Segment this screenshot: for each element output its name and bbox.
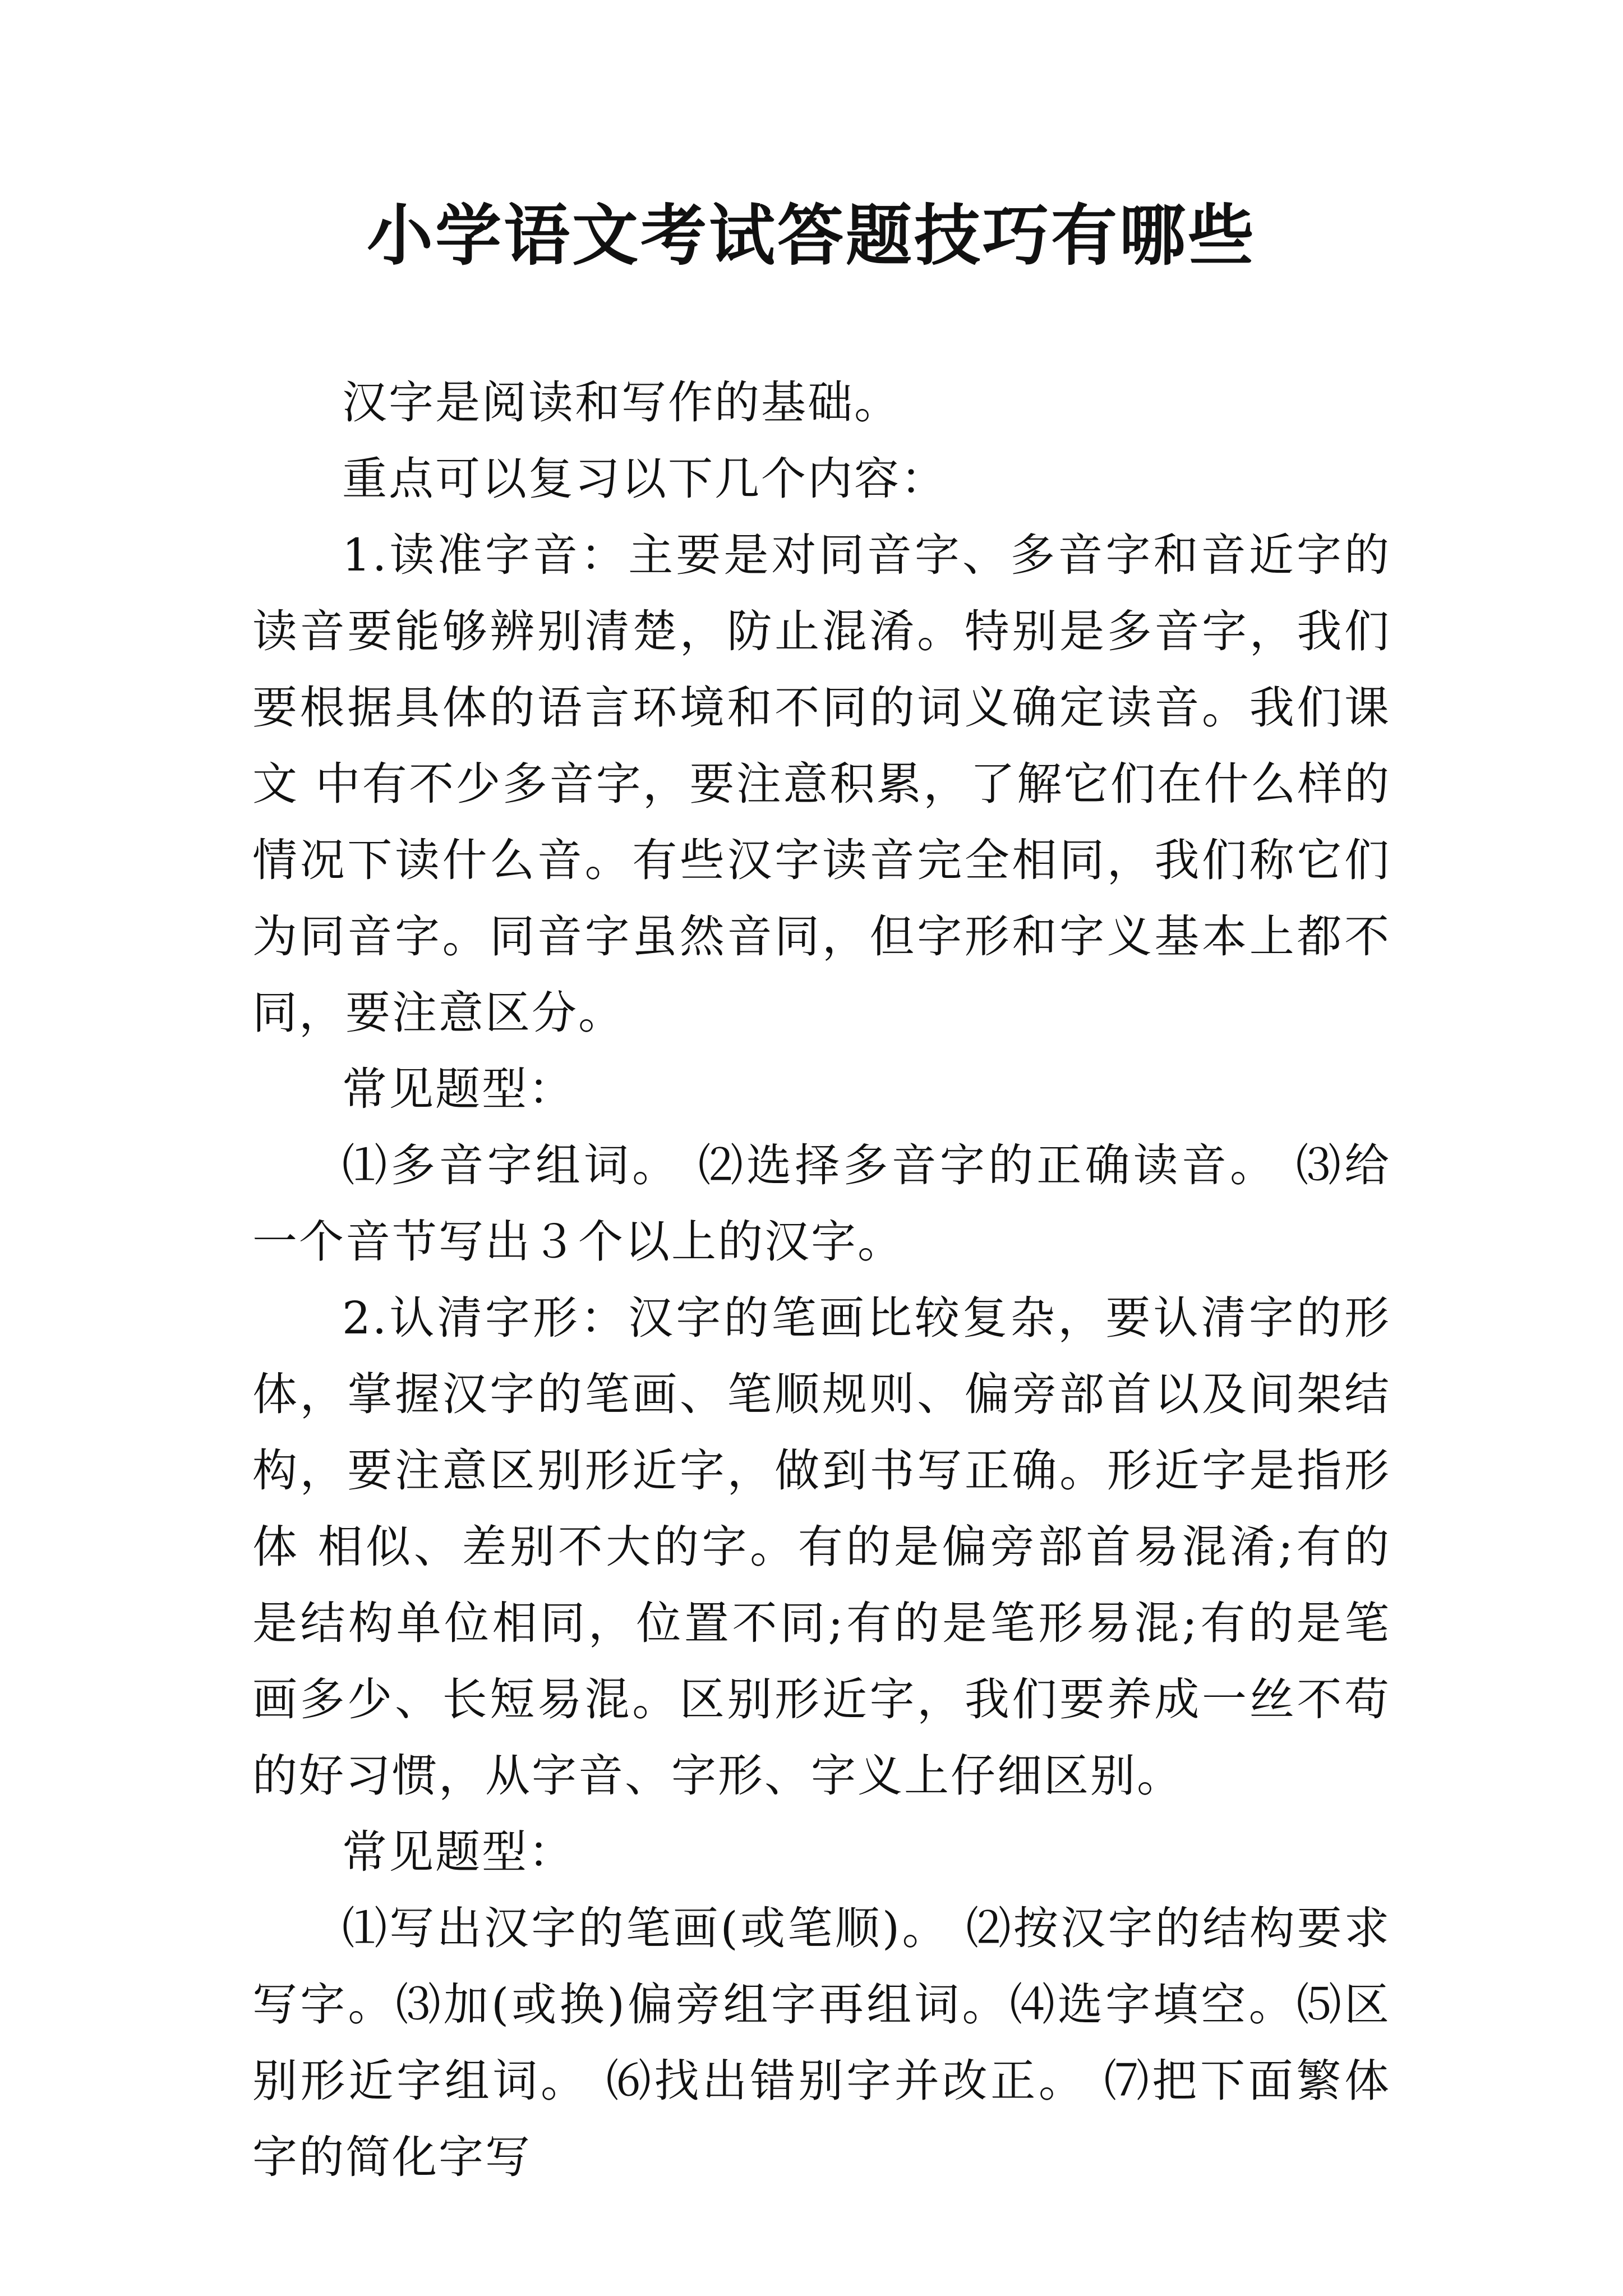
paragraph-pronunciation: 1.读准字音：主要是对同音字、多音字和音近字的读音要能够辨别清楚，防止混淆。特别是多音字，我们要根据具体的语言环境和不同的词义确定读音。我们课文 中有不少多音字，要注意积累，了解它们在什么样的情况下读什么音。有些汉字读音完全相同，我们称它们为同音字。同音字虽然音同，但字形和字义基本上都不 同，要注意区分。 <box>252 529 1391 1039</box>
paragraph-character-shape: 2.认清字形：汉字的笔画比较复杂，要认清字的形体，掌握汉字的笔画、笔顺规则、偏旁部首以及间架结构，要注意区别形近字，做到书写正确。形近字是指形体 相似、差别不大的字。有的是偏旁部首易混淆;有的是结构单位相同，位置不同;有的是笔形易混;有的是笔画多少、长短易混。区别形近字，我们要养成一丝不苟 的好习惯，从字音、字形、字义上仔细区别。 <box>252 1292 1391 1802</box>
paragraph-review-points: 重点可以复习以下几个内容： <box>342 453 947 505</box>
paragraph-question-types-1: ⑴多音字组词。 ⑵选择多音字的正确读音。 ⑶给一个音节写出３个以上的汉字。 <box>252 1139 1391 1268</box>
document-title: 小学语文考试答题技巧有哪些 <box>366 196 1256 274</box>
paragraph-question-types-heading-1: 常见题型： <box>342 1063 575 1115</box>
paragraph-question-types-heading-2: 常见题型： <box>342 1826 575 1878</box>
document-body <box>252 365 1391 2196</box>
paragraph-question-types-2: ⑴写出汉字的笔画(或笔顺)。 ⑵按汉字的结构要求写字。⑶加(或换)偏旁组字再组词。⑷选字填空。⑸区别形近字组词。 ⑹找出错别字并改正。 ⑺把下面繁体字的简化字写 <box>252 1902 1391 2183</box>
paragraph-intro: 汉字是阅读和写作的基础。 <box>342 376 901 429</box>
